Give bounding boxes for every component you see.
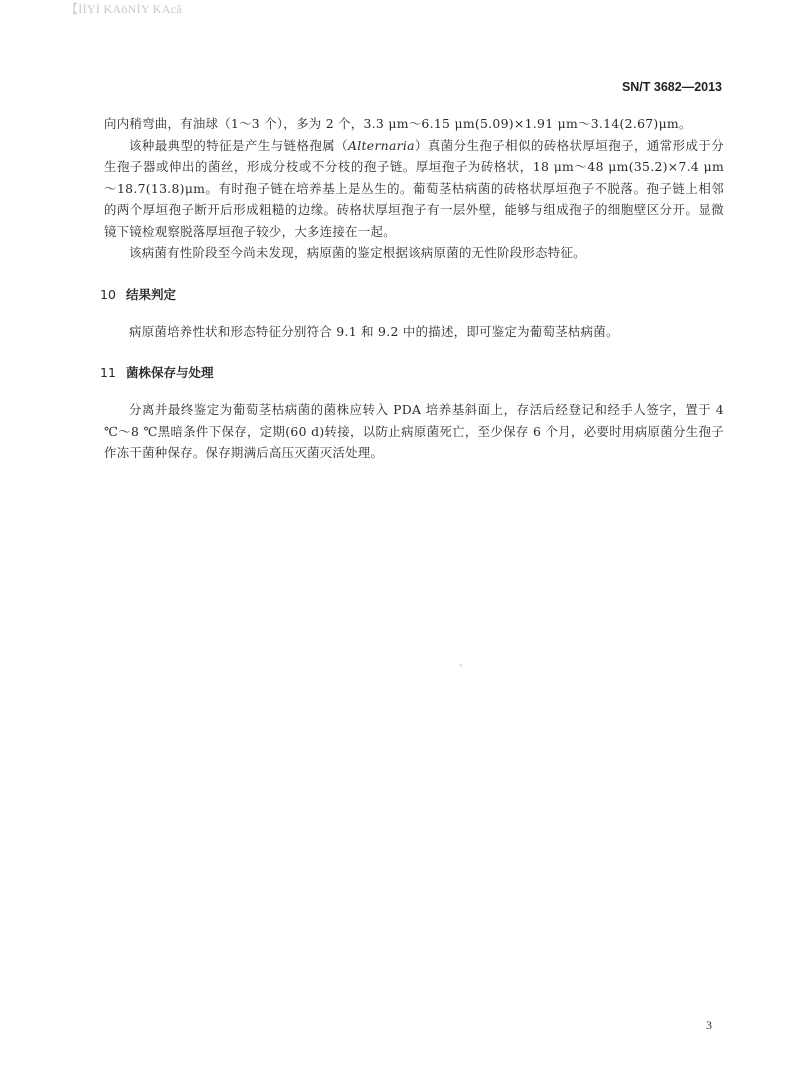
paragraph-result: 病原菌培养性状和形态特征分别符合 9.1 和 9.2 中的描述，即可鉴定为葡萄茎枯病菌。 — [129, 323, 619, 339]
paragraph-features-part-b: ）真菌分生孢子相似的砖格状厚垣孢子，通常形成于分生孢子器或伸出的菌丝，形成分枝或不分枝的孢子链。厚垣孢子为砖格状，18 μm～48 μm(35.2)×7.4 μm～18.7(13.8)μm。有时孢子链在培养基上是丛生的。葡萄茎枯病菌的砖格状厚垣孢子不脱落。孢子链上相邻的两个厚垣孢子断开后形成粗糙的边缘。砖格状厚垣孢子有一层外壁，能够与组成孢子的细胞壁区分开。显微镜下镜检观察脱落厚垣孢子较少，大多连接在一起。 — [104, 137, 724, 239]
paragraph-features — [104, 135, 724, 243]
section-number: 11 — [100, 365, 116, 380]
section-number: 10 — [100, 286, 116, 302]
document-body — [100, 113, 724, 464]
paragraph-features-part-a: 该种最典型的特征是产生与链格孢属（ — [129, 137, 349, 153]
page-number: 3 — [706, 1018, 712, 1032]
paragraph-sexual-stage: 该病菌有性阶段至今尚未发现，病原菌的鉴定根据该病原菌的无性阶段形态特征。 — [129, 245, 586, 260]
paragraph-continuation: 向内稍弯曲，有油球（1～3 个），多为 2 个，3.3 μm～6.15 μm(5.09)×1.91 μm～3.14(2.67)μm。 — [104, 116, 692, 131]
genus-name: Alternaria — [348, 137, 415, 153]
section-title: 菌株保存与处理 — [126, 365, 214, 380]
watermark-text: 【İİYİ KAöNİY KAcâ — [66, 2, 182, 16]
standard-number: SN/T 3682—2013 — [621, 80, 722, 94]
scan-speck — [459, 664, 462, 667]
section-heading-11 — [100, 363, 720, 381]
section-title: 结果判定 — [126, 286, 177, 302]
section-heading-10 — [100, 285, 720, 303]
paragraph-strain-storage: 分离并最终鉴定为葡萄茎枯病菌的菌株应转入 PDA 培养基斜面上，存活后经登记和经手人签字，置于 4 ℃～8 ℃黑暗条件下保存，定期(60 d)转接，以防止病原菌死亡，至少保存 6 个月，必要时用病原菌分生孢子作冻干菌种保存。保存期满后高压灭菌灭活处理。 — [104, 402, 724, 460]
